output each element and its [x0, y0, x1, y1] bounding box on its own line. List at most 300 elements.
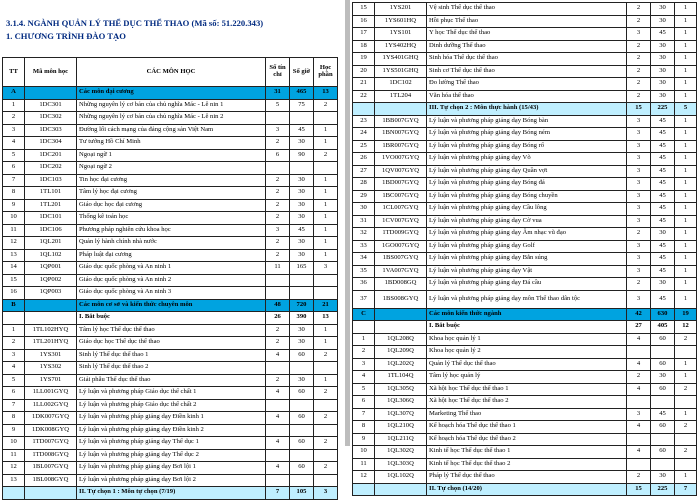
table-row [353, 290, 697, 308]
course-code: 1TL201HYQ [25, 337, 77, 350]
modules: 1 [675, 371, 697, 384]
table-body-right [353, 3, 697, 496]
course-code: 1QP002 [25, 274, 77, 287]
table-row [3, 249, 338, 262]
table-row [353, 90, 697, 103]
course-name: Lý luận và phương pháp giảng dạy Bơi lội 1 [77, 462, 266, 475]
modules [314, 474, 338, 487]
table-body-left [3, 87, 338, 500]
modules: 1 [675, 240, 697, 253]
credits [266, 399, 290, 412]
modules: 1 [314, 137, 338, 150]
course-code: 1DC201 [25, 149, 77, 162]
credits: 2 [627, 471, 651, 484]
modules: 1 [675, 65, 697, 78]
course-code: 1QL307Q [375, 408, 427, 421]
modules: 7 [675, 483, 697, 496]
hours: 45 [651, 265, 675, 278]
course-name: Lý luận và phương pháp giảng dạy Bóng ném [427, 128, 627, 141]
course-name: Đường lối cách mạng của đảng cộng sản Việt Nam [77, 124, 266, 137]
course-code: 1BS008GYQ [375, 290, 427, 308]
course-name: III. Tự chọn 2 : Môn thực hành (15/43) [427, 103, 627, 116]
table-row [3, 274, 338, 287]
subsection-row [3, 487, 338, 500]
credits: 27 [627, 321, 651, 334]
credits: 15 [627, 103, 651, 116]
course-name: I. Bắt buộc [427, 321, 627, 334]
modules: 19 [675, 308, 697, 321]
credits: 15 [627, 483, 651, 496]
modules: 1 [314, 187, 338, 200]
credits: 2 [266, 337, 290, 350]
course-code [25, 87, 77, 100]
modules: 1 [675, 128, 697, 141]
modules: 3 [314, 487, 338, 500]
row-number: 1 [353, 333, 375, 346]
table-row [353, 3, 697, 16]
hours: 45 [651, 28, 675, 41]
credits: 2 [266, 212, 290, 225]
subsection-heading: 1. CHƯƠNG TRÌNH ĐÀO TẠO [6, 31, 126, 41]
course-name: Sinh cơ Thể dục thể thao [427, 65, 627, 78]
hours: 45 [651, 153, 675, 166]
header-modules: Học phần [314, 58, 338, 87]
subsection-row [3, 312, 338, 325]
modules: 1 [314, 199, 338, 212]
row-number: 28 [353, 178, 375, 191]
hours: 45 [651, 240, 675, 253]
hours: 390 [290, 312, 314, 325]
row-number: 33 [353, 240, 375, 253]
course-code: 1YS201 [375, 3, 427, 16]
course-code: 1DC102 [375, 78, 427, 91]
table-row [353, 28, 697, 41]
modules: 1 [675, 78, 697, 91]
course-name: Lý luận và phương pháp giảng dạy Cầu lông [427, 203, 627, 216]
course-code: 1QL302Q [375, 446, 427, 459]
hours: 30 [651, 53, 675, 66]
row-number: 5 [3, 374, 25, 387]
hours: 30 [290, 324, 314, 337]
modules [314, 274, 338, 287]
row-number [353, 483, 375, 496]
row-number: 36 [353, 278, 375, 291]
modules: 1 [675, 3, 697, 16]
modules: 12 [675, 321, 697, 334]
table-row [353, 371, 697, 384]
row-number: 8 [3, 412, 25, 425]
credits: 3 [627, 190, 651, 203]
credits [266, 449, 290, 462]
table-row [353, 178, 697, 191]
course-name: Giáo dục học Thể dục thể thao [77, 337, 266, 350]
row-number [3, 487, 25, 500]
hours: 30 [651, 278, 675, 291]
table-row [353, 240, 697, 253]
course-name: Sinh lý Thể dục thể thao 1 [77, 349, 266, 362]
table-row [3, 324, 338, 337]
hours: 30 [290, 212, 314, 225]
row-number: 12 [3, 237, 25, 250]
table-row [353, 15, 697, 28]
course-name: Lý luận và phương pháp Giáo dục thể chất 2 [77, 399, 266, 412]
course-name: Các môn đại cương [77, 87, 266, 100]
modules: 2 [314, 387, 338, 400]
row-number: 2 [3, 337, 25, 350]
table-row [3, 374, 338, 387]
credits: 3 [627, 153, 651, 166]
course-name: Thống kê toán học [77, 212, 266, 225]
hours [651, 396, 675, 409]
modules: 1 [675, 115, 697, 128]
course-name: Tin học đại cương [77, 174, 266, 187]
header-subjects: CÁC MÔN HỌC [77, 58, 266, 87]
course-name: Giáo dục quốc phòng và An ninh 1 [77, 262, 266, 275]
course-name: Lý luận và phương pháp giảng dạy Golf [427, 240, 627, 253]
course-name: Vệ sinh Thể dục thể thao [427, 3, 627, 16]
row-number: 15 [3, 274, 25, 287]
modules: 13 [314, 312, 338, 325]
row-number: 7 [3, 174, 25, 187]
modules: 1 [314, 374, 338, 387]
credits [266, 162, 290, 175]
course-code: 1QL210Q [375, 421, 427, 434]
course-code: 1BL007GYQ [25, 462, 77, 475]
table-row [353, 228, 697, 241]
hours: 45 [651, 203, 675, 216]
course-code: 1QP001 [25, 262, 77, 275]
credits: 2 [266, 249, 290, 262]
table-row [353, 265, 697, 278]
credits: 42 [627, 308, 651, 321]
section-row [353, 308, 697, 321]
table-row [3, 124, 338, 137]
left-page [0, 0, 345, 496]
modules: 2 [314, 99, 338, 112]
credits [266, 287, 290, 300]
course-code: 1VO007GYQ [375, 153, 427, 166]
hours: 30 [651, 40, 675, 53]
row-number: 9 [3, 424, 25, 437]
modules: 1 [675, 265, 697, 278]
modules [314, 449, 338, 462]
course-code: 1QL306Q [375, 396, 427, 409]
course-code: 1TL204 [375, 90, 427, 103]
credits: 2 [627, 15, 651, 28]
modules [314, 287, 338, 300]
course-name: Y học Thể dục thể thao [427, 28, 627, 41]
credits: 2 [627, 90, 651, 103]
table-row [3, 424, 338, 437]
table-row [3, 412, 338, 425]
row-number: 8 [3, 187, 25, 200]
table-row [353, 128, 697, 141]
credits: 2 [627, 65, 651, 78]
course-code [25, 312, 77, 325]
course-code: 1QL201 [25, 237, 77, 250]
table-row [353, 115, 697, 128]
hours: 45 [651, 115, 675, 128]
course-name: Sinh lý Thể dục thể thao 2 [77, 362, 266, 375]
credits: 2 [627, 228, 651, 241]
course-code: 1YS501GHQ [375, 65, 427, 78]
hours: 45 [651, 128, 675, 141]
table-row [3, 237, 338, 250]
table-row [3, 262, 338, 275]
course-code: 1YS302 [25, 362, 77, 375]
course-name: Quản lý Thể dục thể thao [427, 358, 627, 371]
modules: 1 [675, 471, 697, 484]
credits: 4 [627, 333, 651, 346]
course-name: Lý luận và phương pháp giảng dạy Đá cầu [427, 278, 627, 291]
hours: 60 [290, 462, 314, 475]
row-number: 1 [3, 99, 25, 112]
modules: 1 [675, 408, 697, 421]
table-header-row [3, 58, 338, 87]
course-code: 1QL303Q [375, 458, 427, 471]
modules: 2 [314, 349, 338, 362]
table-row [3, 224, 338, 237]
hours: 45 [651, 165, 675, 178]
course-code: 1BS007GYQ [375, 253, 427, 266]
row-number: 9 [3, 199, 25, 212]
row-number: 11 [3, 224, 25, 237]
course-code: 1VA007GYQ [375, 265, 427, 278]
modules: 1 [314, 124, 338, 137]
hours: 45 [651, 290, 675, 308]
row-number: 11 [353, 458, 375, 471]
row-number: 10 [3, 437, 25, 450]
hours [290, 287, 314, 300]
course-code: 1BC007GYQ [375, 190, 427, 203]
hours: 30 [290, 137, 314, 150]
course-name: Đo lường Thể thao [427, 78, 627, 91]
course-code: 1CL007GYQ [375, 203, 427, 216]
row-number: 13 [3, 474, 25, 487]
course-name: Xã hội học Thể dục thể thao 1 [427, 383, 627, 396]
modules: 1 [314, 212, 338, 225]
course-name: Ngoại ngữ 2 [77, 162, 266, 175]
hours: 720 [290, 299, 314, 312]
table-row [3, 387, 338, 400]
section-heading: 3.1.4. NGÀNH QUẢN LÝ THỂ DỤC THỂ THAO (Mã số: 51.220.343) [6, 18, 264, 28]
modules: 1 [675, 178, 697, 191]
course-code: 1DC101 [25, 212, 77, 225]
row-number: 17 [353, 28, 375, 41]
row-number: 4 [353, 371, 375, 384]
course-code: 1BD008GQ [375, 278, 427, 291]
modules [314, 399, 338, 412]
credits [266, 424, 290, 437]
course-code: 1QL305Q [375, 383, 427, 396]
hours: 90 [290, 149, 314, 162]
modules: 2 [675, 421, 697, 434]
hours [651, 433, 675, 446]
credits [266, 274, 290, 287]
course-code: 1DK008GYQ [25, 424, 77, 437]
table-row [353, 165, 697, 178]
table-row [353, 358, 697, 371]
credits: 4 [627, 383, 651, 396]
hours: 60 [651, 446, 675, 459]
credits: 2 [266, 374, 290, 387]
modules: 1 [675, 140, 697, 153]
modules: 21 [314, 299, 338, 312]
hours: 30 [290, 374, 314, 387]
course-code: 1DC202 [25, 162, 77, 175]
credits: 6 [266, 149, 290, 162]
credits [266, 112, 290, 125]
row-number: 15 [353, 3, 375, 16]
modules: 1 [675, 253, 697, 266]
modules: 1 [675, 290, 697, 308]
course-code: 1QP003 [25, 287, 77, 300]
table-row [353, 421, 697, 434]
course-code: 1TD008GYQ [25, 449, 77, 462]
course-name: Ngoại ngữ 1 [77, 149, 266, 162]
course-code: 1DC303 [25, 124, 77, 137]
modules [675, 458, 697, 471]
course-code: 1QL202Q [375, 358, 427, 371]
hours [651, 458, 675, 471]
row-number: 12 [3, 462, 25, 475]
row-number: 2 [3, 112, 25, 125]
credits: 3 [627, 128, 651, 141]
course-code [375, 103, 427, 116]
credits: 2 [266, 237, 290, 250]
credits [266, 362, 290, 375]
credits: 4 [266, 437, 290, 450]
row-number: 7 [3, 399, 25, 412]
course-code: 1BR007GYQ [375, 140, 427, 153]
course-code: 1QL208Q [375, 333, 427, 346]
course-name: Lý luận và phương pháp giảng dạy Bóng bàn [427, 115, 627, 128]
course-name: Các môn kiến thức ngành [427, 308, 627, 321]
hours: 30 [651, 78, 675, 91]
table-row [353, 65, 697, 78]
course-name: Pháp luật đại cương [77, 249, 266, 262]
course-name: Lý luận và phương pháp giảng dạy Bóng rổ [427, 140, 627, 153]
table-row [353, 408, 697, 421]
modules: 1 [314, 237, 338, 250]
row-number: 32 [353, 228, 375, 241]
course-name: Giải phẫu Thể dục thể thao [77, 374, 266, 387]
hours: 45 [651, 408, 675, 421]
course-name: Những nguyên lý cơ bản của chủ nghĩa Mác - Lê nin 2 [77, 112, 266, 125]
row-number: 30 [353, 203, 375, 216]
course-code: 1TD009GYQ [375, 228, 427, 241]
hours: 45 [651, 215, 675, 228]
hours: 165 [290, 262, 314, 275]
course-code: 1BD007GYQ [375, 178, 427, 191]
modules: 1 [675, 215, 697, 228]
table-row [3, 212, 338, 225]
row-number: 6 [3, 162, 25, 175]
modules: 1 [675, 153, 697, 166]
course-name: Kế hoạch hóa Thể dục thể thao 2 [427, 433, 627, 446]
hours: 225 [651, 483, 675, 496]
hours: 60 [651, 333, 675, 346]
hours: 45 [290, 224, 314, 237]
course-code: 1YS701 [25, 374, 77, 387]
row-number: 5 [353, 383, 375, 396]
course-name: I. Bắt buộc [77, 312, 266, 325]
modules: 2 [675, 333, 697, 346]
course-code: 1BN007GYQ [375, 128, 427, 141]
modules: 1 [675, 28, 697, 41]
modules [314, 162, 338, 175]
credits: 2 [266, 187, 290, 200]
course-name: Quản lý hành chính nhà nước [77, 237, 266, 250]
row-number [353, 103, 375, 116]
table-row [353, 40, 697, 53]
modules: 1 [675, 203, 697, 216]
credits [627, 396, 651, 409]
course-code: 1BL008GYQ [25, 474, 77, 487]
credits: 31 [266, 87, 290, 100]
hours: 30 [651, 471, 675, 484]
credits: 3 [627, 28, 651, 41]
course-name: Lý luận và phương pháp giảng dạy Vật [427, 265, 627, 278]
modules: 1 [314, 249, 338, 262]
row-number: C [353, 308, 375, 321]
row-number: 11 [3, 449, 25, 462]
course-name: Các môn cơ sở và kiến thức chuyên môn [77, 299, 266, 312]
course-name: Tư tưởng Hồ Chí Minh [77, 137, 266, 150]
modules: 2 [314, 437, 338, 450]
table-row [353, 346, 697, 359]
credits: 26 [266, 312, 290, 325]
course-code [375, 308, 427, 321]
course-name: Lý luận và phương pháp giảng dạy Thể dục 2 [77, 449, 266, 462]
modules: 1 [675, 90, 697, 103]
table-row [353, 203, 697, 216]
table-row [3, 149, 338, 162]
course-code: 1TD007GYQ [25, 437, 77, 450]
course-name: Kế hoạch hóa Thể dục thể thao 1 [427, 421, 627, 434]
modules: 1 [675, 228, 697, 241]
modules: 1 [675, 190, 697, 203]
row-number: 10 [3, 212, 25, 225]
modules [314, 362, 338, 375]
table-row [353, 190, 697, 203]
table-row [3, 137, 338, 150]
row-number: 1 [3, 324, 25, 337]
modules: 3 [314, 262, 338, 275]
credits: 3 [627, 115, 651, 128]
table-row [353, 383, 697, 396]
header-hours: Số giờ [290, 58, 314, 87]
hours [290, 449, 314, 462]
credits: 2 [627, 40, 651, 53]
hours: 45 [290, 124, 314, 137]
modules: 1 [675, 40, 697, 53]
modules [314, 112, 338, 125]
row-number: 19 [353, 53, 375, 66]
table-row [3, 112, 338, 125]
credits: 4 [266, 387, 290, 400]
credits: 4 [266, 412, 290, 425]
course-code: 1TL201 [25, 199, 77, 212]
course-name: Lý luận và phương pháp giảng dạy Quần vợt [427, 165, 627, 178]
course-code: 1YS101 [375, 28, 427, 41]
row-number: 5 [3, 149, 25, 162]
modules [314, 424, 338, 437]
credits: 4 [627, 421, 651, 434]
table-row [3, 437, 338, 450]
subsection-row [353, 103, 697, 116]
course-name: Kinh tế học Thể dục thể thao 2 [427, 458, 627, 471]
